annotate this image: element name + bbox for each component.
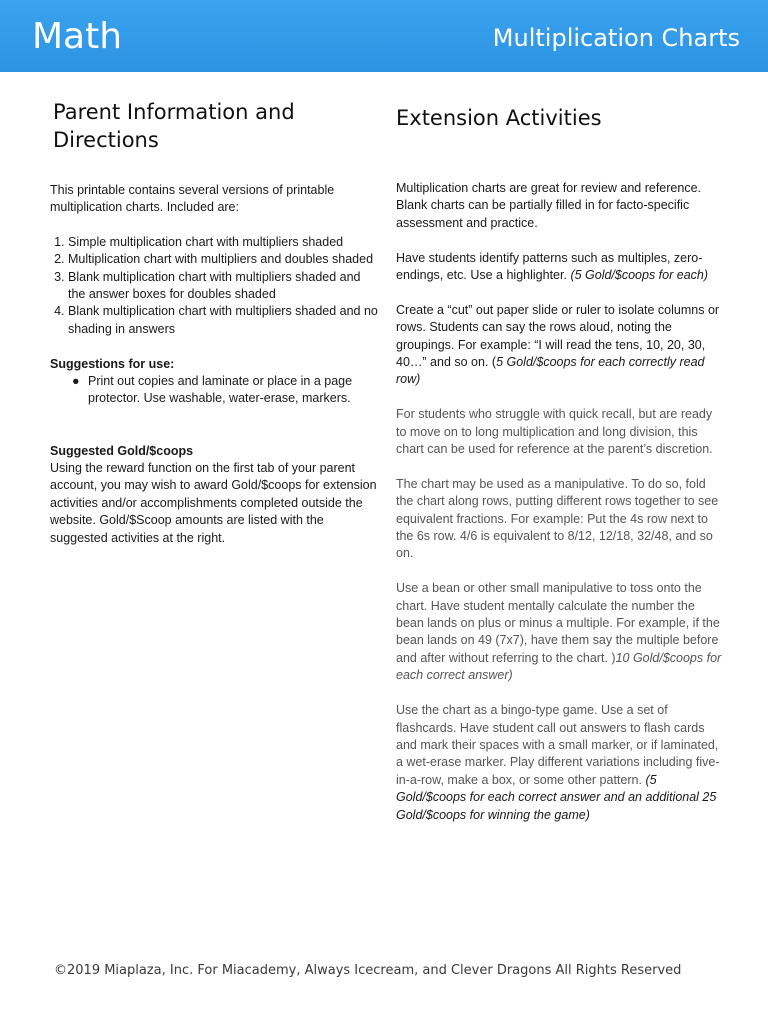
suggestion-text: Print out copies and laminate or place in a page protector. Use washable, water-erase, markers. — [88, 374, 353, 406]
suggestions-heading: Suggestions for use: — [50, 356, 175, 371]
gold-heading: Suggested Gold/$coops — [50, 443, 194, 458]
suggestions-list — [50, 373, 380, 408]
extension-paragraph-1: Multiplication charts are great for review and reference. Blank charts can be partially filled in for facto-specific assessment and practice. — [396, 181, 702, 230]
list-item: 1. Simple multiplication chart with multipliers shaded — [68, 234, 380, 251]
left-column — [50, 96, 380, 547]
included-list — [50, 234, 380, 338]
copyright-footer: ©2019 Miaplaza, Inc. For Miacademy, Always Icecream, and Clever Dragons All Rights Reserved — [54, 963, 682, 978]
paragraph-text: Use the chart as a bingo-type game. Use a set of flashcards. Have student call out answers to flash cards and mark their spaces with a small marker, or if laminated, a wet-erase marker. Play different variations including five-in-a-row, make a box, or some other pattern. — [396, 703, 720, 787]
list-item: 2. Multiplication chart with multipliers and doubles shaded — [68, 251, 380, 268]
gold-paragraph: Using the reward function on the first tab of your parent account, you may wish to award Gold/$coops for extension activities and/or accomplishments completed outside the website. Gold/$Scoop amounts are listed with the suggested activities at the right. — [50, 461, 377, 545]
header-banner — [0, 0, 768, 72]
right-column — [396, 96, 726, 824]
extension-heading: Extension Activities — [396, 106, 602, 130]
extension-paragraph-5: The chart may be used as a manipulative. To do so, fold the chart along rows, putting different rows together to see equivalent fractions. For example: Put the 4s row next to the 6s row. 4/6 is equivalent to 8/12, 12/18, 32/48, and so on. — [396, 476, 719, 561]
extension-paragraph-2 — [396, 250, 726, 285]
paragraph-text: Create a “cut” out paper slide or ruler to isolate columns or rows. Students can say the rows aloud, noting the groupings. For example: “I will read the tens, 10, 20, 30, 40…” and so on. ( — [396, 302, 720, 370]
extension-paragraph-6 — [396, 580, 726, 684]
paragraph-text: Use a bean or other small manipulative to toss onto the chart. Have student mentally calculate the number the bean lands on plus or minus a multiple. For example, if the bean lands on 49 (7x7), have them say the multiple before and after without referring to the chart. ) — [396, 581, 720, 665]
bullet-icon: ● — [72, 374, 80, 389]
subject-title: Math — [32, 16, 123, 57]
reward-text: 10 Gold/$coops for each correct answer) — [396, 650, 722, 683]
reward-text: (5 Gold/$coops for each correct answer and an additional 25 Gold/$coops for winning the game) — [396, 772, 717, 822]
paragraph-text: Have students identify patterns such as multiples, zero-endings, etc. Use a highlighter. — [396, 250, 703, 283]
intro-paragraph: This printable contains several versions of printable multiplication charts. Included are: — [50, 183, 335, 215]
reward-text: (5 Gold/$coops for each) — [570, 268, 709, 283]
document-title: Multiplication Charts — [492, 24, 740, 52]
extension-paragraph-7 — [396, 702, 726, 824]
list-item: 3. Blank multiplication chart with multipliers shaded and the answer boxes for doubles shaded — [68, 269, 380, 304]
list-item: 4. Blank multiplication chart with multipliers shaded and no shading in answers — [68, 303, 380, 338]
parent-info-heading: Parent Information and Directions — [53, 100, 295, 152]
list-item — [72, 373, 380, 408]
extension-paragraph-4: For students who struggle with quick recall, but are ready to move on to long multiplication and long division, this chart can be used for reference at the parent’s discretion. — [396, 407, 713, 457]
reward-text: 5 Gold/$coops for each correctly read row) — [396, 355, 705, 387]
extension-paragraph-3 — [396, 302, 726, 389]
